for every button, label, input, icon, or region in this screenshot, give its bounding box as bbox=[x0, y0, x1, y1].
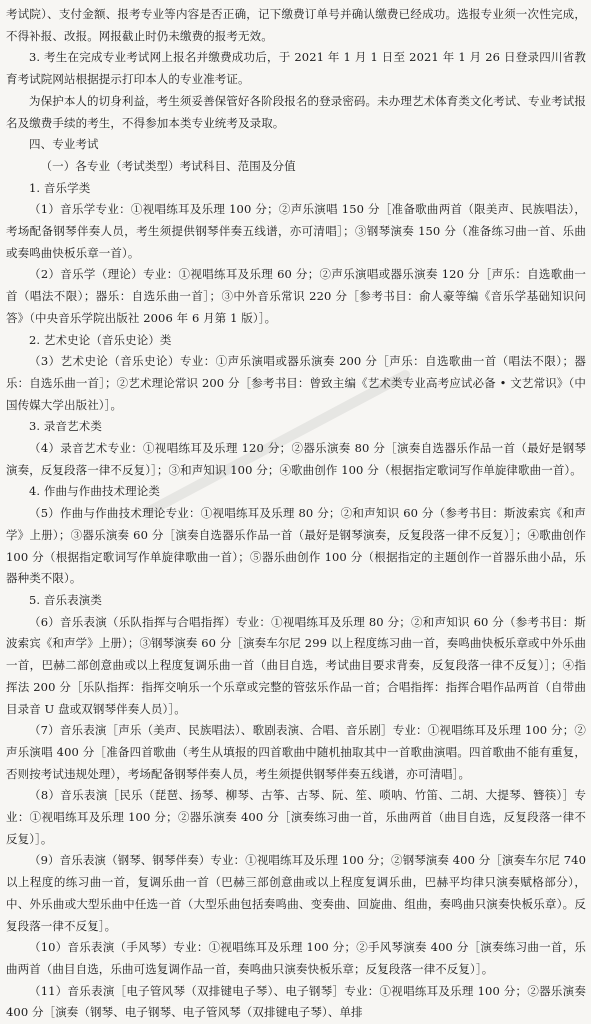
paragraph: 四、专业考试 bbox=[29, 137, 99, 152]
paragraph: 3. 录音艺术类 bbox=[29, 419, 102, 434]
paragraph: （一）各专业（考试类型）考试科目、范围及分值 bbox=[40, 158, 296, 173]
paragraph: （10）音乐表演（手风琴）专业：①视唱练耳及乐理 100 分；②手风琴演奏 400 分［演奏练习曲一首，乐曲两首（曲目自选，乐曲可选复调作品一首，奏鸣曲只演奏快板乐章；反复段落一律不反复）］。 bbox=[6, 940, 586, 976]
paragraph: （2）音乐学（理论）专业：①视唱练耳及乐理 60 分；②声乐演唱或器乐演奏 120 分［声乐：自选歌曲一首（唱法不限）；器乐：自选乐曲一首］；③中外音乐常识 220 分［参考书目：俞人豪等编《音乐学基础知识问答》（中央音乐学院出版社 2006 年 6 月第 1 版）］。 bbox=[6, 267, 586, 325]
paragraph: （3）艺术史论（音乐史论）专业：①声乐演唱或器乐演奏 200 分［声乐：自选歌曲一首（唱法不限）；器乐：自选乐曲一首］；②艺术理论常识 200 分［参考书目：曾致主编《艺术类专业高考应试必备 • 文艺常识》（中国传媒大学出版社）］。 bbox=[6, 354, 586, 412]
paragraph: （11）音乐表演［电子管风琴（双排键电子琴）、电子钢琴］专业：①视唱练耳及乐理 100 分；②器乐演奏 400 分［演奏（钢琴、电子钢琴、电子管风琴（双排键电子琴）、单排 bbox=[6, 983, 586, 1020]
paragraph: 1. 音乐学类 bbox=[29, 180, 91, 195]
paragraph: 2. 艺术史论（音乐史论）类 bbox=[29, 332, 172, 347]
paragraph: （8）音乐表演［民乐（琵琶、扬琴、柳琴、古筝、古琴、阮、笙、唢呐、竹笛、二胡、大提琴、簪筷）］专业：①视唱练耳及乐理 100 分；②器乐演奏 400 分［演奏练习曲一首，乐曲两首（曲目自选，反复段落一律不反复）］。 bbox=[6, 788, 586, 846]
paragraph: （9）音乐表演（钢琴、钢琴伴奏）专业：①视唱练耳及乐理 100 分；②钢琴演奏 400 分［演奏车尔尼 740 以上程度的练习曲一首，复调乐曲一首（巴赫三部创意曲或以上程度复调乐曲，巴赫平均律只演奏赋格部分），中、外乐曲或大型乐曲中任选一首（大型乐曲包括奏鸣曲、变奏曲、回旋曲、组曲，奏鸣曲只演奏快板乐章）。反复段落一律不反复］。 bbox=[6, 853, 586, 933]
document-body bbox=[6, 4, 586, 1024]
paragraph: 考试院）、支付金额、报考专业等内容是否正确，记下缴费订单号并确认缴费已经成功。选报专业须一次性完成，不得补报、改报。网报截止时仍未缴费的报考无效。 bbox=[6, 7, 586, 43]
paragraph: （7）音乐表演［声乐（美声、民族唱法）、歌剧表演、合唱、音乐剧］专业：①视唱练耳及乐理 100 分；②声乐演唱 400 分［准备四首歌曲（考生从填报的四首歌曲中随机抽取其中一首歌曲演唱。四首歌曲不能有重复，否则按考试违规处理），考场配备钢琴伴奏人员，考生须提供钢琴伴奏五线谱，亦可清唱］。 bbox=[6, 723, 586, 781]
paragraph: 4. 作曲与作曲技术理论类 bbox=[29, 484, 160, 499]
paragraph: （5）作曲与作曲技术理论专业：①视唱练耳及乐理 80 分；②和声知识 60 分（参考书目：斯波索宾《和声学》上册）；③器乐演奏 60 分［演奏自选器乐作品一首（最好是钢琴演奏，反复段落一律不反复）］；④歌曲创作 100 分（根据指定歌词写作单旋律歌曲一首）；⑤器乐曲创作 100 分（根据指定的主题创作一首器乐曲小品，乐器种类不限）。 bbox=[6, 506, 586, 586]
paragraph: （6）音乐表演（乐队指挥与合唱指挥）专业：①视唱练耳及乐理 80 分；②和声知识 60 分（参考书目：斯波索宾《和声学》上册）；③钢琴演奏 60 分［演奏车尔尼 299 以上程度练习曲一首，奏鸣曲快板乐章或中外乐曲一首，巴赫二部创意曲或以上程度复调乐曲一首（曲目自选，考试曲目要求背奏，反复段落一律不反复）］；④指挥法 200 分［乐队指挥：指挥交响乐一个乐章或完整的管弦乐作品一首；合唱指挥：指挥合唱作品两首（自带曲目录音 U 盘或双钢琴伴奏人员）］。 bbox=[6, 614, 586, 716]
paragraph: （1）音乐学专业：①视唱练耳及乐理 100 分；②声乐演唱 150 分［准备歌曲两首（限美声、民族唱法），考场配备钢琴伴奏人员，考生须提供钢琴伴奏五线谱，亦可清唱］；③钢琴演奏 150 分（准备练习曲一首、乐曲或奏鸣曲快板乐章一首）。 bbox=[6, 202, 586, 260]
paragraph: 为保护本人的切身利益，考生须妥善保管好各阶段报名的登录密码。未办理艺术体育类文化考试、专业考试报名及缴费手续的考生，不得参加本类专业统考及录取。 bbox=[6, 93, 586, 130]
paragraph: 3. 考生在完成专业考试网上报名并缴费成功后，于 2021 年 1 月 1 日至 2021 年 1 月 26 日登录四川省教育考试院网站根据提示打印本人的专业准考证。 bbox=[6, 50, 586, 87]
paragraph: 5. 音乐表演类 bbox=[29, 592, 102, 607]
paragraph: （4）录音艺术专业：①视唱练耳及乐理 120 分；②器乐演奏 80 分［演奏自选器乐作品一首（最好是钢琴演奏，反复段落一律不反复）］；③和声知识 100 分；④歌曲创作 100 分（根据指定歌词写作单旋律歌曲一首）。 bbox=[6, 441, 586, 477]
